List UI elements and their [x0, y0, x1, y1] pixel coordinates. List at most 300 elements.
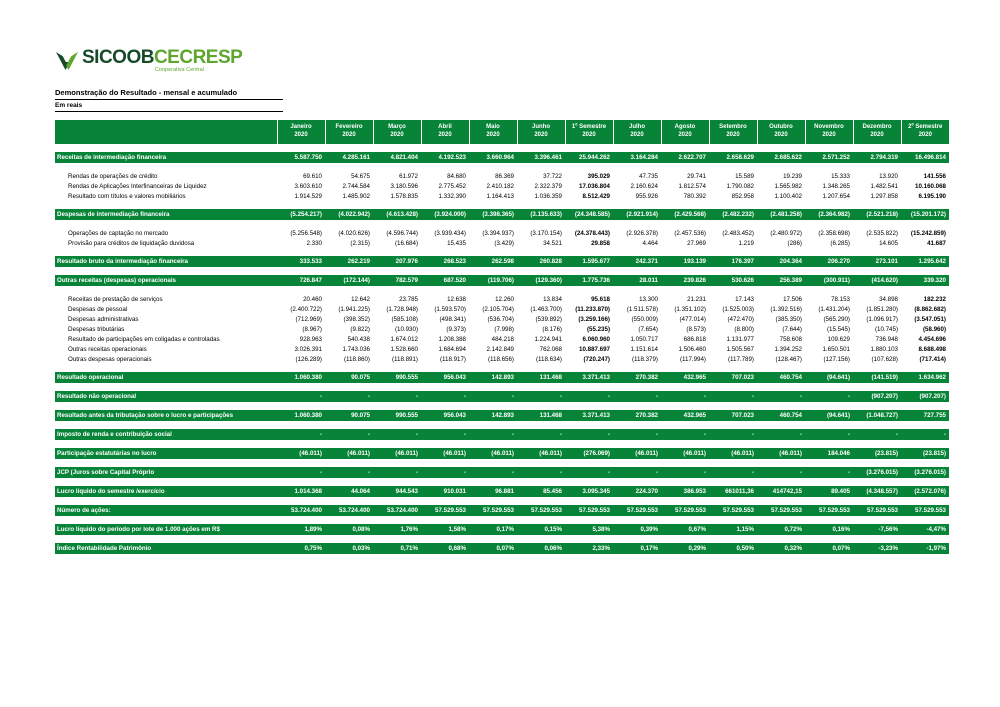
spacer-cell	[55, 220, 949, 228]
value-cell: (2.364.982)	[805, 209, 853, 220]
row-label: Despesas administrativas	[55, 314, 277, 324]
value-cell: 2.658.629	[709, 152, 757, 163]
value-cell: 460.754	[757, 410, 805, 421]
value-cell: 1.060.380	[277, 372, 325, 383]
value-cell: (712.969)	[277, 314, 325, 324]
table-row	[55, 344, 949, 354]
value-cell: 17.506	[757, 294, 805, 304]
value-cell: (3.394.937)	[469, 228, 517, 238]
value-cell: 28.011	[613, 275, 661, 286]
table-wrap	[55, 120, 949, 554]
value-cell: 1.482.541	[853, 181, 901, 191]
value-cell: -	[613, 391, 661, 402]
value-cell: (11.233.870)	[565, 304, 613, 314]
value-cell: -	[325, 391, 373, 402]
value-cell: 4.192.523	[421, 152, 469, 163]
value-cell: (414.620)	[853, 275, 901, 286]
value-cell: -7,56%	[853, 524, 901, 535]
table-row	[55, 410, 949, 421]
table-row	[55, 486, 949, 497]
value-cell: 20.460	[277, 294, 325, 304]
value-cell: 0,07%	[469, 543, 517, 554]
value-cell: 782.579	[373, 275, 421, 286]
value-cell: 256.389	[757, 275, 805, 286]
value-cell: (129.360)	[517, 275, 565, 286]
value-cell: 0,39%	[613, 524, 661, 535]
value-cell: 262.598	[469, 256, 517, 267]
row-label: Rendas de Aplicações Interfinanceiras de Liquidez	[55, 181, 277, 191]
value-cell: (1.593.570)	[421, 304, 469, 314]
value-cell: 1.224.941	[517, 334, 565, 344]
value-cell: 3.660.964	[469, 152, 517, 163]
value-cell: 1.207.654	[805, 191, 853, 201]
value-cell: (46.011)	[277, 448, 325, 459]
value-cell: 1.297.858	[853, 191, 901, 201]
spacer-row	[55, 364, 949, 372]
value-cell: 1.650.501	[805, 344, 853, 354]
value-cell: (94.641)	[805, 372, 853, 383]
value-cell: (3.135.633)	[517, 209, 565, 220]
corner-header	[55, 120, 277, 144]
value-cell: 19.239	[757, 171, 805, 181]
value-cell: (2.105.704)	[469, 304, 517, 314]
value-cell: 0,07%	[805, 543, 853, 554]
value-cell: (46.011)	[421, 448, 469, 459]
value-cell: (172.144)	[325, 275, 373, 286]
value-cell: 990.555	[373, 410, 421, 421]
value-cell: (2.358.698)	[805, 228, 853, 238]
value-cell: 1.164.413	[469, 191, 517, 201]
value-cell: 15.333	[805, 171, 853, 181]
value-cell: (2.921.914)	[613, 209, 661, 220]
value-cell: 10.887.697	[565, 344, 613, 354]
row-label: Lucro líquido do semestre /exercício	[55, 486, 277, 497]
spacer-row	[55, 163, 949, 171]
value-cell: 540.438	[325, 334, 373, 344]
value-cell: 0,08%	[325, 524, 373, 535]
value-cell: (46.011)	[469, 448, 517, 459]
value-cell: 14.605	[853, 238, 901, 248]
value-cell: 90.075	[325, 410, 373, 421]
value-cell: 0,67%	[661, 524, 709, 535]
value-cell: 57.529.553	[853, 505, 901, 516]
spacer-cell	[55, 383, 949, 391]
value-cell: (2.521.218)	[853, 209, 901, 220]
value-cell: 1,76%	[373, 524, 421, 535]
table-row	[55, 429, 949, 440]
value-cell: (2.429.568)	[661, 209, 709, 220]
value-cell: 57.529.553	[469, 505, 517, 516]
spacer-cell	[55, 497, 949, 505]
value-cell: 3.180.596	[373, 181, 421, 191]
value-cell: (118.634)	[517, 354, 565, 364]
value-cell: (94.641)	[805, 410, 853, 421]
value-cell: 37.722	[517, 171, 565, 181]
value-cell: -	[325, 467, 373, 478]
spacer-row	[55, 267, 949, 275]
value-cell: (118.860)	[325, 354, 373, 364]
row-label: Resultado com títulos e valores mobiliários	[55, 191, 277, 201]
value-cell: -	[373, 429, 421, 440]
value-cell: 2.744.584	[325, 181, 373, 191]
value-cell: 3.603.610	[277, 181, 325, 191]
table-row	[55, 275, 949, 286]
table-row	[55, 391, 949, 402]
value-cell: -	[277, 391, 325, 402]
column-header: Junho 2020	[517, 120, 565, 144]
value-cell: 204.364	[757, 256, 805, 267]
value-cell: (4.020.626)	[325, 228, 373, 238]
value-cell: 57.529.553	[517, 505, 565, 516]
value-cell: 142.893	[469, 410, 517, 421]
column-header: Março 2020	[373, 120, 421, 144]
value-cell: (9.822)	[325, 324, 373, 334]
value-cell: -	[421, 467, 469, 478]
row-label: Índice Rentabilidade Patrimônio	[55, 543, 277, 554]
spacer-row	[55, 535, 949, 543]
column-header: Fevereiro 2020	[325, 120, 373, 144]
value-cell: (385.350)	[757, 314, 805, 324]
value-cell: 10.160.068	[901, 181, 949, 191]
value-cell: 41.687	[901, 238, 949, 248]
value-cell: (539.892)	[517, 314, 565, 324]
value-cell: -	[277, 467, 325, 478]
value-cell: -	[469, 429, 517, 440]
value-cell: (10.930)	[373, 324, 421, 334]
column-header: 1º Semestre 2020	[565, 120, 613, 144]
value-cell: (498.341)	[421, 314, 469, 324]
value-cell: 0,06%	[517, 543, 565, 554]
value-cell: -	[565, 467, 613, 478]
table-row	[55, 467, 949, 478]
value-cell: 0,17%	[469, 524, 517, 535]
value-cell: 1.014.368	[277, 486, 325, 497]
value-cell: (7.654)	[613, 324, 661, 334]
value-cell: (2.315)	[325, 238, 373, 248]
row-label: Outras receitas (despesas) operacionais	[55, 275, 277, 286]
logo	[55, 48, 242, 74]
value-cell: 1.880.103	[853, 344, 901, 354]
value-cell: 0,03%	[325, 543, 373, 554]
value-cell: 86.369	[469, 171, 517, 181]
value-cell: 0,71%	[373, 543, 421, 554]
value-cell: 17.143	[709, 294, 757, 304]
page-subtitle: Em reais	[55, 100, 283, 112]
value-cell: 1.674.012	[373, 334, 421, 344]
row-label: Outras receitas operacionais	[55, 344, 277, 354]
value-cell: (4.613.428)	[373, 209, 421, 220]
value-cell: 432.965	[661, 410, 709, 421]
value-cell: 262.219	[325, 256, 373, 267]
value-cell: 131.468	[517, 372, 565, 383]
value-cell: 109.629	[805, 334, 853, 344]
table-row	[55, 372, 949, 383]
value-cell: 386.953	[661, 486, 709, 497]
value-cell: (127.156)	[805, 354, 853, 364]
value-cell: 4.464	[613, 238, 661, 248]
value-cell: (118.891)	[373, 354, 421, 364]
value-cell: (907.207)	[901, 391, 949, 402]
table-row	[55, 228, 949, 238]
spacer-row	[55, 201, 949, 209]
value-cell: 12.260	[469, 294, 517, 304]
spacer-cell	[55, 144, 949, 152]
value-cell: 142.893	[469, 372, 517, 383]
spacer-cell	[55, 248, 949, 256]
value-cell: 1.295.642	[901, 256, 949, 267]
value-cell: 1.565.982	[757, 181, 805, 191]
value-cell: 726.847	[277, 275, 325, 286]
column-header: Janeiro 2020	[277, 120, 325, 144]
value-cell: 1.505.567	[709, 344, 757, 354]
value-cell: (141.519)	[853, 372, 901, 383]
value-cell: 34.898	[853, 294, 901, 304]
table-row	[55, 324, 949, 334]
value-cell: 1.528.660	[373, 344, 421, 354]
value-cell: (3.398.365)	[469, 209, 517, 220]
spacer-row	[55, 516, 949, 524]
value-cell: 1,58%	[421, 524, 469, 535]
value-cell: -	[517, 467, 565, 478]
value-cell: (286)	[757, 238, 805, 248]
value-cell: -	[709, 467, 757, 478]
value-cell: (24.348.585)	[565, 209, 613, 220]
value-cell: -	[805, 391, 853, 402]
logo-tagline: Cooperativa Central	[154, 67, 204, 73]
value-cell: (2.400.722)	[277, 304, 325, 314]
value-cell: (1.941.225)	[325, 304, 373, 314]
value-cell: 0,17%	[613, 543, 661, 554]
row-label: Resultado bruto da intermediação financeira	[55, 256, 277, 267]
value-cell: 780.392	[661, 191, 709, 201]
spacer-row	[55, 383, 949, 391]
value-cell: 1.050.717	[613, 334, 661, 344]
column-header: 2º Semestre 2020	[901, 120, 949, 144]
value-cell: (3.259.166)	[565, 314, 613, 324]
value-cell: (2.572.076)	[901, 486, 949, 497]
spacer-cell	[55, 286, 949, 294]
value-cell: -	[757, 391, 805, 402]
table-head	[55, 120, 949, 144]
value-cell: 707.023	[709, 372, 757, 383]
value-cell: 57.529.553	[661, 505, 709, 516]
logo-brand: SICOOB	[82, 47, 154, 68]
value-cell: 21.231	[661, 294, 709, 304]
value-cell: (2.457.536)	[661, 228, 709, 238]
spacer-row	[55, 286, 949, 294]
table-row	[55, 448, 949, 459]
value-cell: -	[277, 429, 325, 440]
value-cell: 1.151.614	[613, 344, 661, 354]
value-cell: 207.976	[373, 256, 421, 267]
value-cell: 0,72%	[757, 524, 805, 535]
value-cell: -	[805, 467, 853, 478]
table-row	[55, 543, 949, 554]
value-cell: 2,33%	[565, 543, 613, 554]
value-cell: (8.176)	[517, 324, 565, 334]
spacer-row	[55, 497, 949, 505]
value-cell: 2.410.182	[469, 181, 517, 191]
value-cell: 273.101	[853, 256, 901, 267]
value-cell: 239.826	[661, 275, 709, 286]
value-cell: -	[853, 429, 901, 440]
value-cell: (2.535.822)	[853, 228, 901, 238]
value-cell: 4.454.696	[901, 334, 949, 344]
value-cell: (118.656)	[469, 354, 517, 364]
value-cell: 6.195.190	[901, 191, 949, 201]
value-cell: 15.589	[709, 171, 757, 181]
value-cell: (46.011)	[709, 448, 757, 459]
value-cell: 61.972	[373, 171, 421, 181]
value-cell: -	[469, 391, 517, 402]
value-cell: -	[421, 429, 469, 440]
value-cell: (9.373)	[421, 324, 469, 334]
spacer-cell	[55, 459, 949, 467]
value-cell: (16.684)	[373, 238, 421, 248]
value-cell: -	[565, 429, 613, 440]
value-cell: 270.382	[613, 372, 661, 383]
value-cell: -	[517, 429, 565, 440]
value-cell: 17.036.804	[565, 181, 613, 191]
value-cell: (720.247)	[565, 354, 613, 364]
value-cell: -	[709, 391, 757, 402]
value-cell: (717.414)	[901, 354, 949, 364]
spacer-cell	[55, 364, 949, 372]
value-cell: (8.573)	[661, 324, 709, 334]
value-cell: 955.926	[613, 191, 661, 201]
value-cell: 12.638	[421, 294, 469, 304]
value-cell: 956.043	[421, 372, 469, 383]
table-row	[55, 191, 949, 201]
value-cell: 1.790.082	[709, 181, 757, 191]
row-label: Número de ações:	[55, 505, 277, 516]
value-cell: 0,75%	[277, 543, 325, 554]
value-cell: (276.069)	[565, 448, 613, 459]
value-cell: 707.023	[709, 410, 757, 421]
value-cell: -	[661, 391, 709, 402]
value-cell: 2.330	[277, 238, 325, 248]
value-cell: 57.529.553	[421, 505, 469, 516]
value-cell: 956.043	[421, 410, 469, 421]
value-cell: (46.011)	[613, 448, 661, 459]
value-cell: -	[613, 467, 661, 478]
value-cell: 1.394.252	[757, 344, 805, 354]
value-cell: 661011,36	[709, 486, 757, 497]
value-cell: (2.483.452)	[709, 228, 757, 238]
value-cell: 131.468	[517, 410, 565, 421]
value-cell: 2.160.624	[613, 181, 661, 191]
row-label: Rendas de operações de crédito	[55, 171, 277, 181]
table-row	[55, 256, 949, 267]
value-cell: (8.967)	[277, 324, 325, 334]
value-cell: 686.818	[661, 334, 709, 344]
value-cell: (565.290)	[805, 314, 853, 324]
row-label: Resultado operacional	[55, 372, 277, 383]
value-cell: -	[373, 391, 421, 402]
value-cell: (1.511.578)	[613, 304, 661, 314]
value-cell: (55.235)	[565, 324, 613, 334]
spacer-row	[55, 144, 949, 152]
value-cell: 1,15%	[709, 524, 757, 535]
row-label: Despesas tributárias	[55, 324, 277, 334]
column-header: Outubro 2020	[757, 120, 805, 144]
value-cell: (15.201.172)	[901, 209, 949, 220]
value-cell: -	[709, 429, 757, 440]
value-cell: (1.351.102)	[661, 304, 709, 314]
value-cell: 736.948	[853, 334, 901, 344]
row-label: Despesas de pessoal	[55, 304, 277, 314]
value-cell: 8.512.429	[565, 191, 613, 201]
value-cell: 762.068	[517, 344, 565, 354]
value-cell: 53.724.400	[325, 505, 373, 516]
value-cell: 268.523	[421, 256, 469, 267]
value-cell: 182.232	[901, 294, 949, 304]
table-row	[55, 505, 949, 516]
value-cell: 78.153	[805, 294, 853, 304]
value-cell: (2.481.258)	[757, 209, 805, 220]
value-cell: -	[517, 391, 565, 402]
sicoob-bird-icon	[55, 50, 79, 72]
value-cell: (7.998)	[469, 324, 517, 334]
value-cell: 90.075	[325, 372, 373, 383]
value-cell: (7.644)	[757, 324, 805, 334]
value-cell: 0,16%	[805, 524, 853, 535]
value-cell: 141.556	[901, 171, 949, 181]
value-cell: 3.371.413	[565, 410, 613, 421]
value-cell: 1.348.265	[805, 181, 853, 191]
value-cell: 1.219	[709, 238, 757, 248]
row-label: Despesas de intermediação financeira	[55, 209, 277, 220]
spacer-row	[55, 248, 949, 256]
column-header: Agosto 2020	[661, 120, 709, 144]
value-cell: 1.208.388	[421, 334, 469, 344]
value-cell: -	[805, 429, 853, 440]
value-cell: 1.485.902	[325, 191, 373, 201]
spacer-cell	[55, 163, 949, 171]
value-cell: 57.529.553	[901, 505, 949, 516]
value-cell: 1.060.380	[277, 410, 325, 421]
row-label: Operações de captação no mercado	[55, 228, 277, 238]
value-cell: -	[325, 429, 373, 440]
table-row	[55, 334, 949, 344]
value-cell: 460.754	[757, 372, 805, 383]
table-header-row	[55, 120, 949, 144]
row-label: Outras despesas operacionais	[55, 354, 277, 364]
table-row	[55, 238, 949, 248]
value-cell: (46.011)	[661, 448, 709, 459]
value-cell: (4.596.744)	[373, 228, 421, 238]
value-cell: (3.170.154)	[517, 228, 565, 238]
value-cell: 57.529.553	[565, 505, 613, 516]
value-cell: (107.628)	[853, 354, 901, 364]
value-cell: 0,29%	[661, 543, 709, 554]
value-cell: 16.496.814	[901, 152, 949, 163]
table-row	[55, 314, 949, 324]
value-cell: (1.048.727)	[853, 410, 901, 421]
value-cell: (536.704)	[469, 314, 517, 324]
value-cell: (8.862.682)	[901, 304, 949, 314]
value-cell: 206.270	[805, 256, 853, 267]
value-cell: 8.688.498	[901, 344, 949, 354]
value-cell: 1.775.736	[565, 275, 613, 286]
value-cell: 1.595.677	[565, 256, 613, 267]
value-cell: (10.745)	[853, 324, 901, 334]
row-label: Receitas de prestação de serviços	[55, 294, 277, 304]
value-cell: (1.096.917)	[853, 314, 901, 324]
table-row	[55, 171, 949, 181]
value-cell: 758.608	[757, 334, 805, 344]
value-cell: 0,68%	[421, 543, 469, 554]
